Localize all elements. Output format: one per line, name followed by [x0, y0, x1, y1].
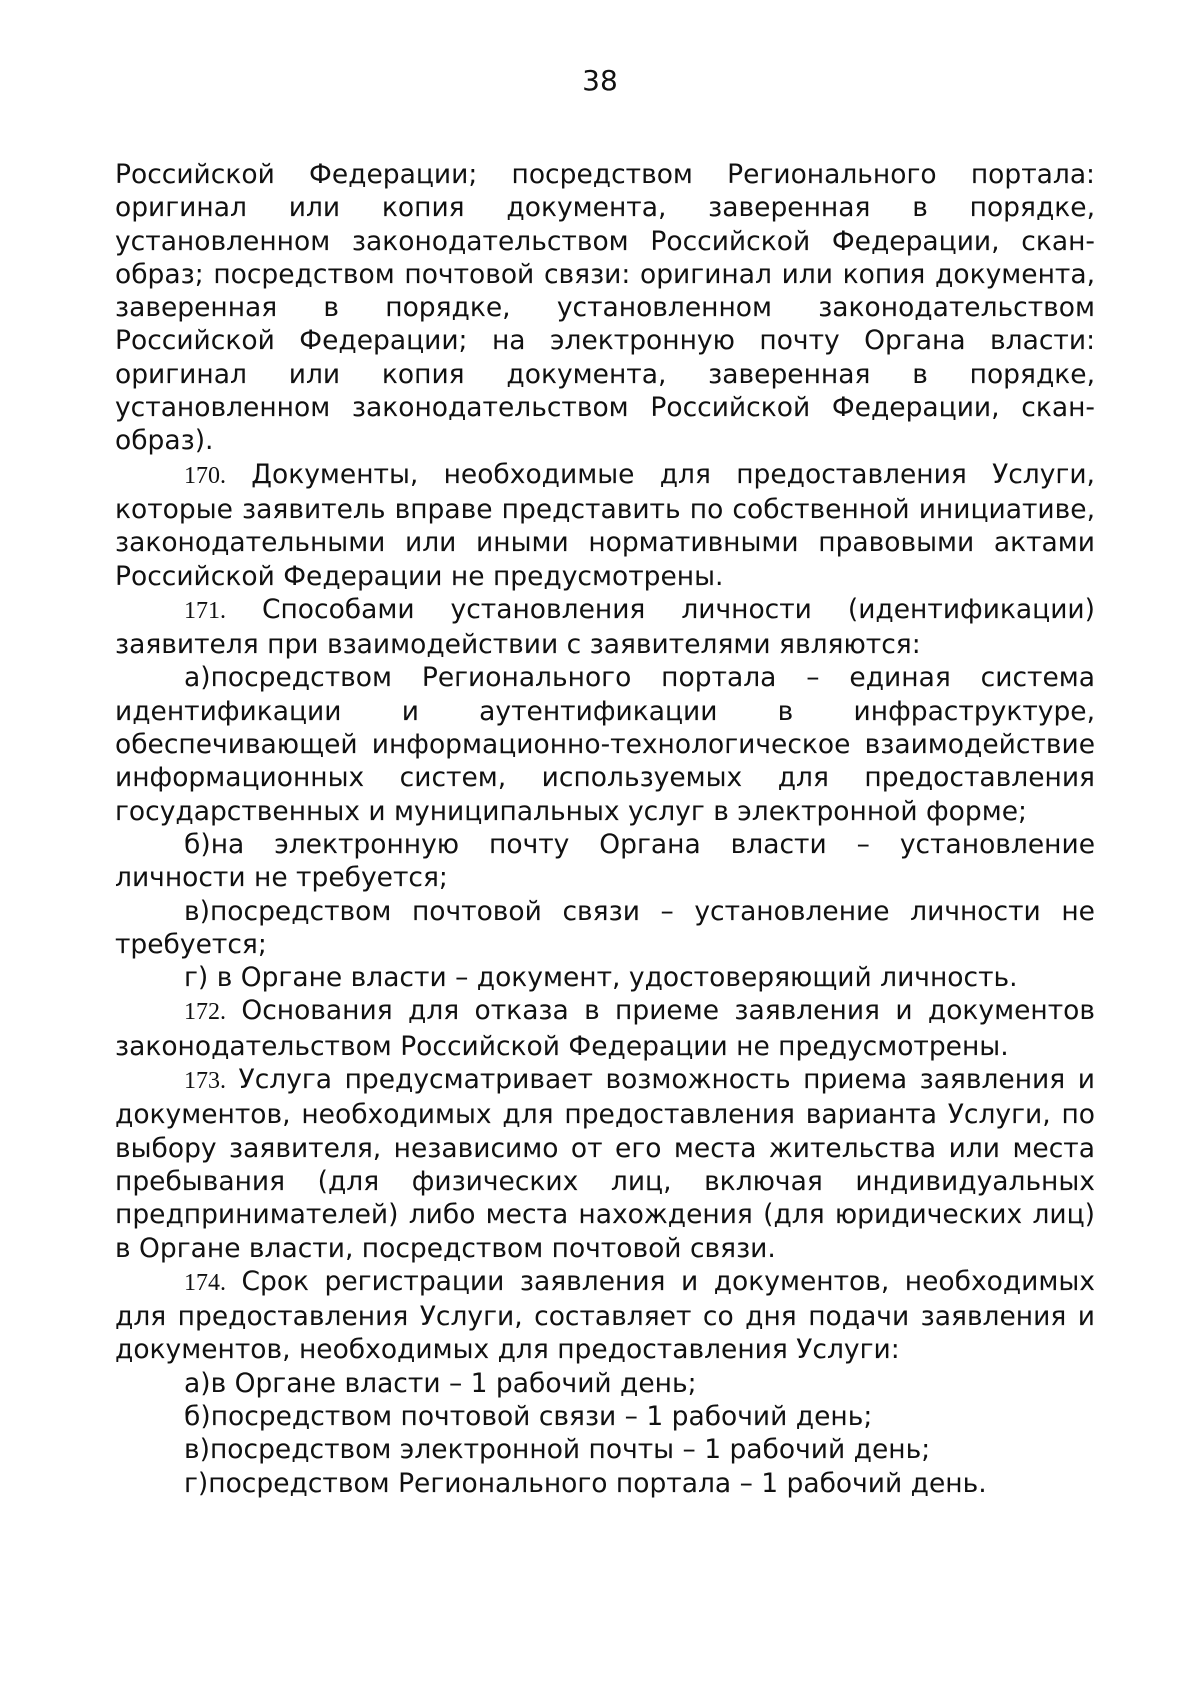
subitem-171-a [115, 661, 1095, 827]
subitem-text: на электронную почту Органа власти – установление личности не требуется; [115, 828, 1095, 894]
subitem-letter: г) [184, 1467, 209, 1499]
page-number: 38 [582, 64, 618, 97]
paragraph-171 [115, 593, 1095, 662]
subitem-text: посредством электронной почты – 1 рабочий день; [209, 1434, 931, 1466]
paragraph-text: Российской Федерации; посредством Регионального портала: оригинал или копия документа, заверенная в порядке, установленном законодательством Российской Федерации, скан-образ; посредством почтовой связи: оригинал или копия документа, заверенная в порядке, установленном законодательством Российской Федерации; на электронную почту Органа власти: оригинал или копия документа, заверенная в порядке, установленном законодательством Российской Федерации, скан-образ). [115, 159, 1095, 457]
document-body [115, 158, 1095, 1500]
subitem-letter: в) [184, 895, 210, 927]
subitem-letter: б) [184, 828, 211, 860]
subitem-174-b [115, 1400, 1095, 1433]
paragraph-text: Основания для отказа в приеме заявления и документов законодательством Российской Федерации не предусмотрены. [115, 995, 1095, 1062]
paragraph-number: 170. [184, 462, 226, 489]
paragraph-172 [115, 994, 1095, 1063]
subitem-text: посредством почтовой связи – установление личности не требуется; [115, 895, 1095, 960]
subitem-174-g [115, 1467, 1095, 1500]
paragraph-number: 174. [184, 1269, 226, 1296]
paragraph-number: 173. [184, 1068, 226, 1095]
paragraph-continuation [115, 158, 1095, 458]
subitem-letter: а) [184, 662, 211, 694]
subitem-171-v [115, 895, 1095, 962]
subitem-text: посредством почтовой связи – 1 рабочий день; [210, 1400, 873, 1432]
paragraph-174 [115, 1265, 1095, 1367]
paragraph-170 [115, 458, 1095, 593]
subitem-text: в Органе власти – документ, удостоверяющий личность. [216, 962, 1018, 994]
paragraph-text: Документы, необходимые для предоставления Услуги, которые заявитель вправе представить по собственной инициативе, законодательными или иными нормативными правовыми актами Российской Федерации не предусмотрены. [115, 458, 1095, 592]
subitem-171-g [115, 961, 1095, 994]
paragraph-number: 172. [184, 999, 226, 1026]
paragraph-text: Способами установления личности (идентификации) заявителя при взаимодействии с заявителями являются: [115, 593, 1095, 661]
subitem-letter: б) [184, 1400, 211, 1432]
paragraph-173 [115, 1063, 1095, 1265]
subitem-text: посредством Регионального портала – 1 рабочий день. [208, 1467, 987, 1499]
subitem-letter: а) [184, 1367, 211, 1399]
subitem-171-b [115, 828, 1095, 895]
subitem-text: в Органе власти – 1 рабочий день; [210, 1367, 697, 1399]
subitem-174-a [115, 1367, 1095, 1400]
paragraph-text: Услуга предусматривает возможность приема заявления и документов, необходимых для предоставления варианта Услуги, по выбору заявителя, независимо от его места жительства или места пребывания (для физических лиц, включая индивидуальных предпринимателей) либо места нахождения (для юридических лиц) в Органе власти, посредством почтовой связи. [115, 1064, 1095, 1264]
subitem-174-v [115, 1433, 1095, 1466]
subitem-letter: г) [184, 962, 209, 994]
subitem-letter: в) [184, 1434, 210, 1466]
subitem-text: посредством Регионального портала – единая система идентификации и аутентификации в инфраструктуре, обеспечивающей информационно-технологическое взаимодействие информационных систем, используемых для предоставления государственных и муниципальных услуг в электронной форме; [115, 662, 1095, 827]
paragraph-number: 171. [184, 597, 226, 624]
paragraph-text: Срок регистрации заявления и документов, необходимых для предоставления Услуги, составляет со дня подачи заявления и документов, необходимых для предоставления Услуги: [115, 1265, 1095, 1366]
